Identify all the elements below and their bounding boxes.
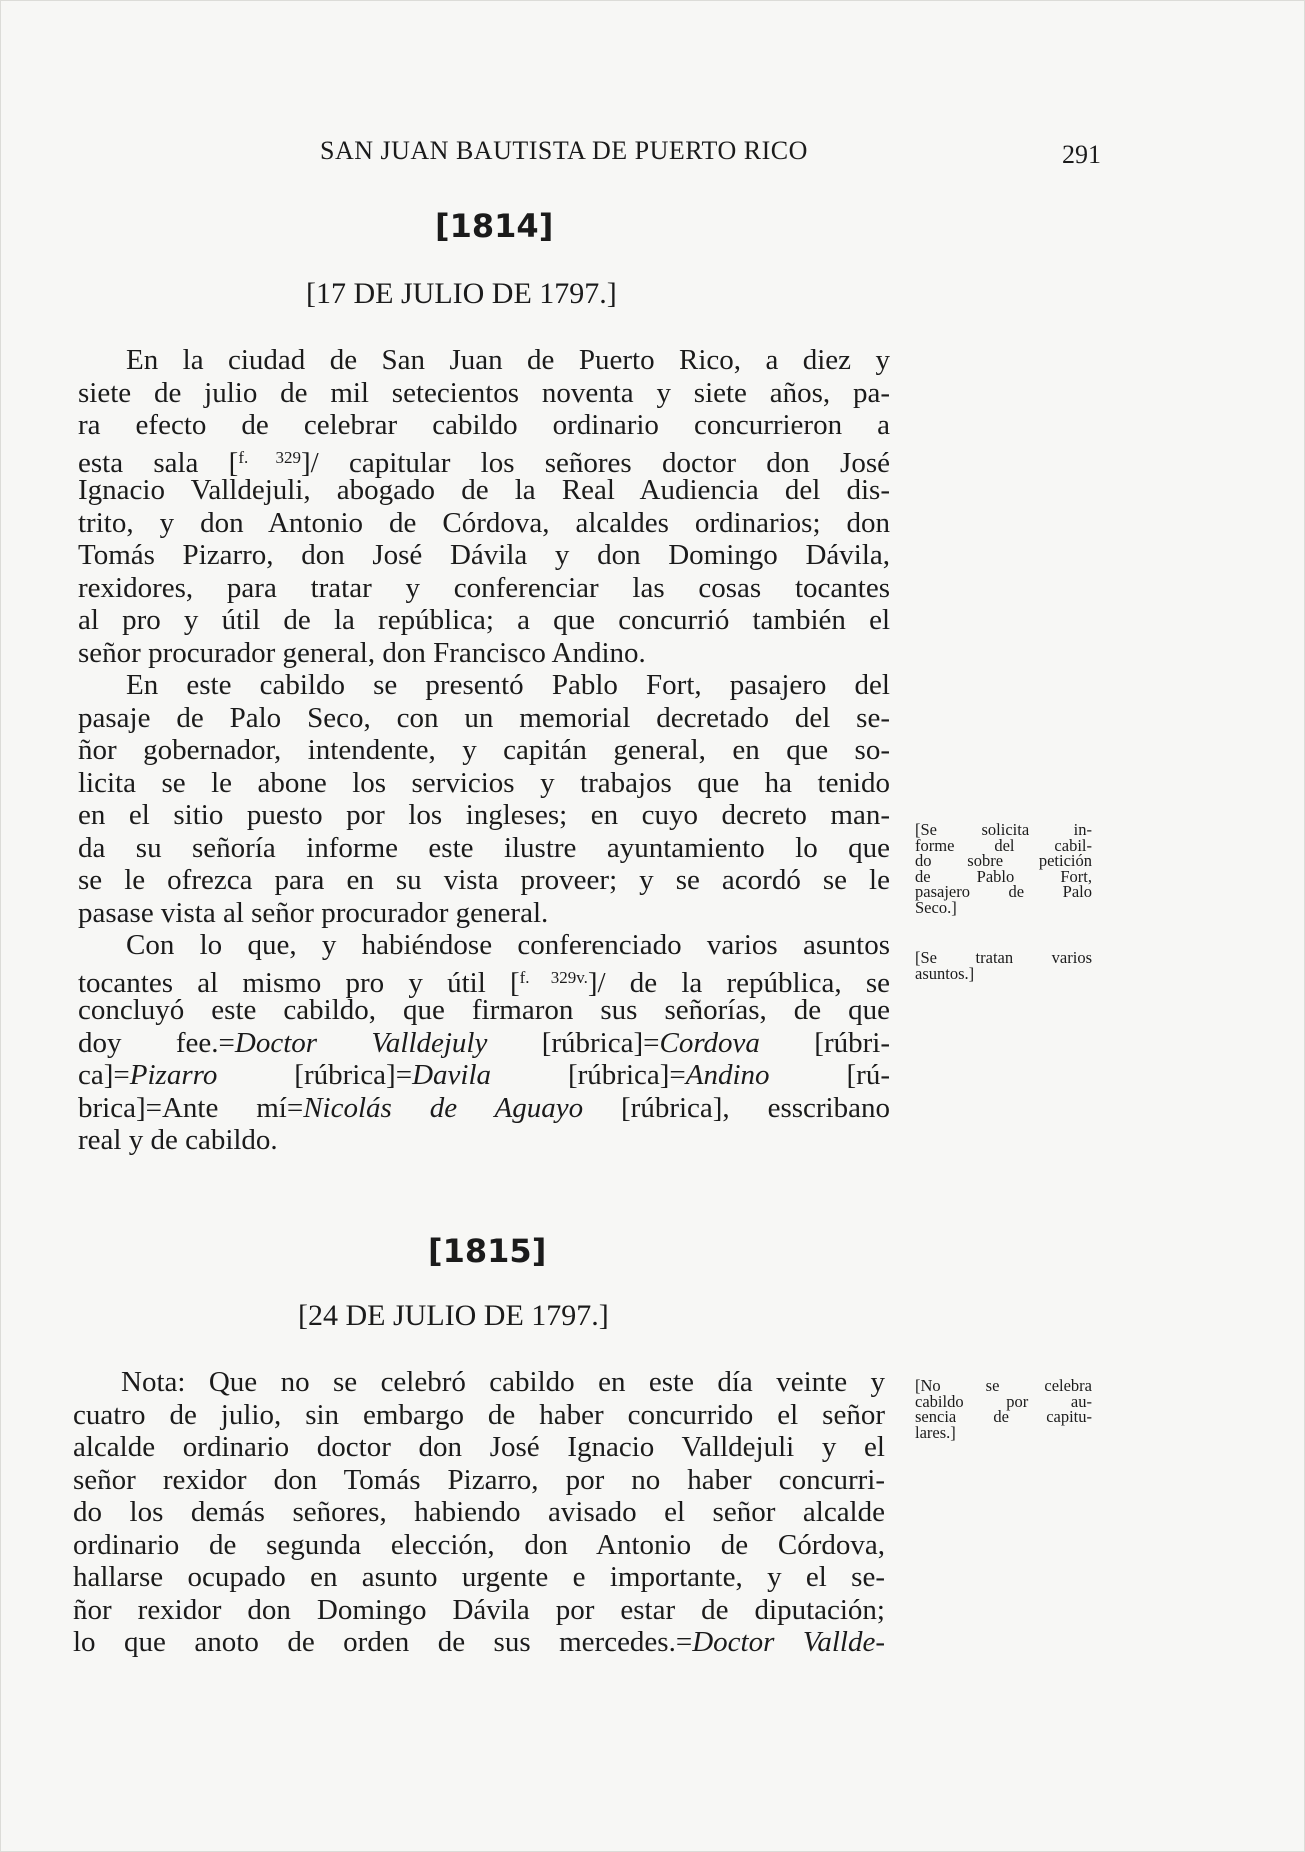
entry-date-1814: [17 DE JULIO DE 1797.]: [306, 277, 617, 310]
text-line: señor rexidor don Tomás Pizarro, por no haber concurri-: [73, 1463, 885, 1496]
note-line: do sobre petición: [915, 851, 1092, 870]
note-line: sencia de capitu-: [915, 1407, 1092, 1426]
text-line: doy fee.=Doctor Valldejuly [rúbrica]=Cordova [rúbri-: [78, 1026, 890, 1059]
text-line: do los demás señores, habiendo avisado el señor alcalde: [73, 1496, 885, 1528]
text-line: ra efecto de celebrar cabildo ordinario concurrieron a: [78, 409, 890, 441]
margin-note-informe: [915, 822, 1092, 915]
note-line: cabildo por au-: [915, 1391, 1092, 1411]
text-line: lo que anoto de orden de sus mercedes.=Doctor Vallde-: [73, 1626, 885, 1658]
note-line: [No se celebra: [915, 1376, 1092, 1395]
entry-body-1815: [73, 1366, 885, 1659]
text-line: pasaje de Palo Seco, con un memorial decretado del se-: [78, 701, 890, 734]
text-line: brica]=Ante mí=Nicolás de Aguayo [rúbrica], esscribano: [78, 1091, 890, 1124]
text-line: ordinario de segunda elección, don Antonio de Córdova,: [73, 1528, 885, 1561]
text-line: trito, y don Antonio de Córdova, alcaldes ordinarios; don: [78, 506, 890, 539]
page-number: 291: [1062, 140, 1101, 169]
text-line: ñor gobernador, intendente, y capitán general, en que so-: [78, 734, 890, 766]
text-line: rexidores, para tratar y conferenciar las cosas tocantes: [78, 571, 890, 604]
text-line: pasase vista al señor procurador general.: [78, 896, 549, 929]
text-line: concluyó este cabildo, que firmaron sus señorías, de que: [78, 994, 890, 1026]
text-line: hallarse ocupado en asunto urgente e importante, y el se-: [73, 1561, 885, 1593]
text-line: en el sitio puesto por los ingleses; en cuyo decreto man-: [78, 799, 890, 831]
note-line: asuntos.]: [915, 963, 975, 983]
text-line: ñor rexidor don Domingo Dávila por estar de diputación;: [73, 1593, 885, 1626]
folio-reference: f. 329v.: [519, 967, 588, 987]
signature-name: Andino: [685, 1059, 770, 1091]
text-line: ca]=Pizarro [rúbrica]=Davila [rúbrica]=Andino [rú-: [78, 1059, 890, 1091]
text-line: señor procurador general, don Francisco Andino.: [78, 636, 646, 669]
text-line: al pro y útil de la república; a que concurrió también el: [78, 604, 890, 636]
text-line: siete de julio de mil setecientos noventa y siete años, pa-: [78, 376, 890, 409]
note-line: [Se solicita in-: [915, 820, 1092, 839]
text-line: Ignacio Valldejuli, abogado de la Real Audiencia del dis-: [78, 474, 890, 506]
text-line: tocantes al mismo pro y útil [$^{f. 329v.}$]/ de la república, se: [78, 966, 890, 999]
signature-name: Davila: [412, 1059, 492, 1091]
text-line: En la ciudad de San Juan de Puerto Rico, a diez y: [126, 344, 890, 376]
note-line: forme del cabil-: [915, 835, 1092, 855]
text-line: da su señoría informe este ilustre ayuntamiento lo que: [78, 831, 890, 864]
note-line: Seco.]: [915, 897, 957, 917]
margin-note-no-cabildo: [915, 1378, 1092, 1440]
text-line: licita se le abone los servicios y trabajos que ha tenido: [78, 766, 890, 799]
text-line: Con lo que, y habiéndose conferenciado varios asuntos: [126, 929, 890, 961]
note-line: [Se tratan varios: [915, 948, 1092, 967]
signature-name: Pizarro: [129, 1059, 218, 1091]
text-line: En este cabildo se presentó Pablo Fort, pasajero del: [126, 669, 890, 701]
entry-body-1814: [78, 344, 890, 1157]
entry-number-1815: [1815]: [428, 1232, 547, 1270]
text-line: esta sala [$^{f. 329}$]/ capitular los señores doctor don José: [78, 446, 890, 479]
folio-reference: f. 329: [238, 447, 301, 467]
signature-name: Nicolás de Aguayo: [303, 1091, 584, 1124]
signature-name: Doctor Valldejuly: [234, 1026, 488, 1059]
note-line: lares.]: [915, 1422, 956, 1442]
text-line: alcalde ordinario doctor don José Ignacio Valldejuli y el: [73, 1431, 885, 1463]
entry-number-1814: [1814]: [435, 207, 554, 245]
note-line: pasajero de Palo: [915, 882, 1092, 901]
signature-name: Doctor Vallde-: [692, 1626, 885, 1658]
running-head-title: SAN JUAN BAUTISTA DE PUERTO RICO: [320, 136, 808, 165]
text-line: real y de cabildo.: [78, 1124, 278, 1156]
note-line: de Pablo Fort,: [915, 866, 1092, 886]
signature-name: Cordova: [659, 1026, 760, 1059]
text-line: cuatro de julio, sin embargo de haber concurrido el señor: [73, 1398, 885, 1431]
text-line: Tomás Pizarro, don José Dávila y don Domingo Dávila,: [78, 539, 890, 571]
entry-date-1815: [24 DE JULIO DE 1797.]: [298, 1299, 609, 1332]
text-line: se le ofrezca para en su vista proveer; y se acordó se le: [78, 864, 890, 896]
margin-note-asuntos: [915, 950, 1092, 981]
text-line: Nota: Que no se celebró cabildo en este día veinte y: [121, 1366, 885, 1398]
